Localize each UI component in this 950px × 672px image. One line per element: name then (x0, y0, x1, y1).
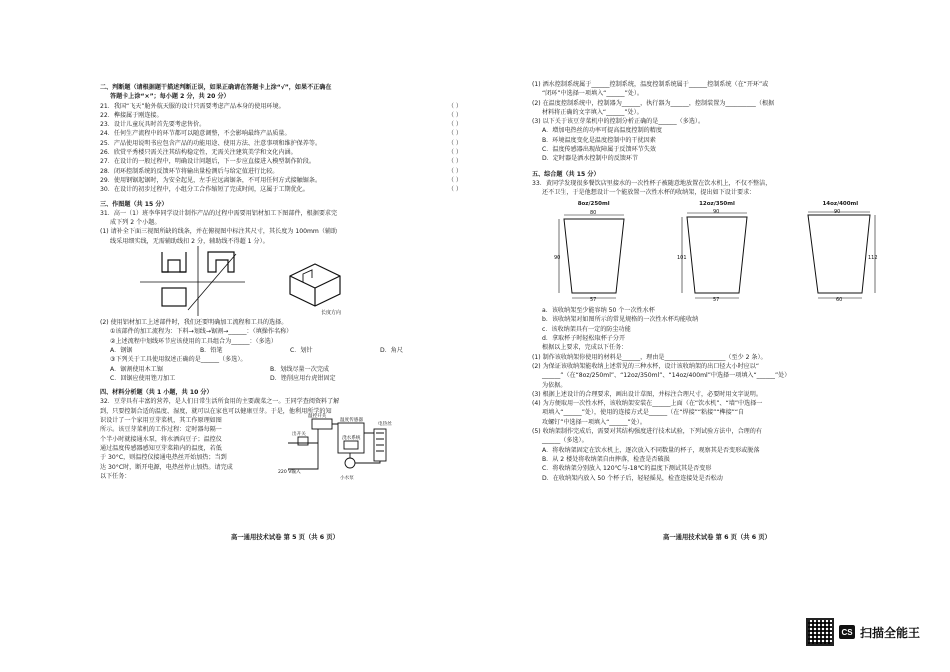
r-q3-opt-a: A．增加电热丝的功率可提高温度控制的精度 (542, 127, 662, 135)
q31-stem-cont: 成下列 2 个小题。 (110, 219, 161, 227)
task-2-cont2: 为依据。 (542, 381, 567, 389)
judge-item: 21．我国“飞天”舱外航天服的设计只需要考虑产品本身的使用环境。 （ ） (100, 102, 462, 110)
svg-text:57: 57 (589, 296, 597, 301)
section-4-title: 四、材料分析题（共 1 小题，共 10 分） (100, 389, 213, 397)
length-direction-label: 长度方向 (321, 310, 342, 317)
left-page (100, 80, 470, 481)
judge-item: 28．闭环控制系统的反馈环节将输出量检测后与给定值进行比较。 （ ） (100, 167, 462, 175)
section-2-title: 二、判断题（请根据题干描述判断正误，如果正确请在答题卡上涂“√”，如果不正确在 (100, 84, 332, 91)
svg-text:出开关: 出开关 (292, 432, 306, 438)
req-a: a．该收纳架至少能容纳 50 个一次性水杯 (542, 307, 655, 315)
section-3-title: 三、作图题（共 15 分） (100, 200, 168, 208)
r-q1: (1) 洒水控制系统属于______控制系统，温度控制系统属于______控制系统（在“开环”或 (532, 81, 769, 88)
req-d: d．拿取杯子时轻松取杯子分开 (542, 335, 626, 343)
task-5-cont: ______（多选）。 (542, 437, 588, 445)
task-3: (3) 根据上述设计的合理要求，画出设计草图，并标注合理尺寸，必要时用文字说明。 (532, 390, 762, 398)
r-q3-opt-c: C．温度传感器出现故障属于反馈环节失效 (542, 146, 656, 154)
svg-text:112: 112 (868, 254, 878, 261)
judge-item: 30．在设计的初步过程中，小组分工合作缩短了完成时间，这属于工期优化。 （ ） (100, 186, 462, 194)
judge-item: 23．设计儿童玩具时首先要考虑售价。 （ ） (100, 121, 462, 129)
svg-text:温度传感器: 温度传感器 (340, 418, 363, 424)
r-q1-cont: “闭环”中选择一项填入“______”处）。 (542, 90, 643, 98)
svg-text:电热丝: 电热丝 (378, 422, 392, 428)
svg-text:101: 101 (676, 254, 687, 261)
cs-logo-icon: CS (839, 625, 855, 639)
svg-text:60: 60 (836, 296, 843, 301)
r-q2-cont: 材料将正确的文字填入“______”处）。 (542, 108, 643, 116)
svg-text:57: 57 (712, 296, 720, 301)
task-1: (1) 制作该收纳架你使用的材料是______，理由是____________________（至少 2 条）。 (532, 353, 767, 361)
q31-2-options-3: C．回锯应使用锉刀加工 D．锉削应用台虎钳固定 (110, 374, 336, 382)
cup-12oz: 12oz/350ml 90 101 57 (677, 200, 757, 305)
svg-text:浇水系统: 浇水系统 (342, 436, 361, 442)
r-q2: (2) 在温度控制系统中，控制器为______，执行器为______，控制装置为__________（根据 (532, 99, 775, 107)
q33-stem-cont: 还不卫生，于是他想设计一个能放置一次性水杯的收纳架，提出如下设计要求： (542, 189, 756, 197)
scanner-brand: 扫描全能王 (860, 625, 921, 640)
scanner-watermark (806, 618, 920, 646)
task-5-opt-c: C．将收纳架分别放入 120℃与-18℃的温度下测试其是否变形 (542, 465, 712, 473)
front-view (162, 252, 186, 272)
cup-figures (532, 200, 902, 305)
left-footer: 高一通用技术试卷 第 5 页（共 6 页） (231, 534, 339, 541)
r-q3-opt-d: D．定时器是洒水控制中的反馈环节 (542, 155, 639, 163)
right-footer: 高一通用技术试卷 第 6 页（共 6 页） (663, 534, 771, 541)
task-5-opt-b: B．从 2 楼处将收纳架自由摔落，检查是否破损 (542, 455, 670, 463)
pump (345, 458, 355, 468)
judge-list (100, 102, 470, 195)
judge-item: 27．在设计的一般过程中，明确设计问题后，下一步应直接进入模型制作阶段。 （ ） (100, 158, 462, 166)
cup-8oz: 8oz/250ml 80 90 57 (554, 200, 634, 305)
svg-text:220 V输入: 220 V输入 (278, 470, 301, 476)
judge-item: 22．榫接属于刚连接。 （ ） (100, 111, 462, 119)
right-page (532, 80, 902, 483)
r-q3-opt-b: B．环境温度变化是温度控制中的干扰因素 (542, 136, 656, 144)
judge-item: 29．使用钢锯起锯时，为安全起见，左手应远离锯条，不可用任何方式接触锯条。 （ ） (100, 176, 462, 184)
r-q3: (3) 以下关于该豆芽菜机中的控制分析正确的是______（多选）。 (532, 118, 705, 126)
q31-2-iii: ③下列关于工具使用叙述正确的是______（多选）。 (110, 356, 247, 364)
task-2-cont: ______”（在“8oz/250ml”、“12oz/350ml”、“14oz/400ml”中选择一项填入“______”处） (542, 372, 791, 380)
section-5-title: 五、综合题（共 15 分） (532, 170, 600, 178)
q31-2-options-2: A．锯割使用木工锯 B．划线尽量一次完成 (110, 365, 330, 373)
q32-block: 32．豆芽具有丰富的营养，是人们日常生活所食用的主要蔬菜之一。王同学查阅资料了解 到，只要控制合适的温度、湿度，就可以在家也可以健康豆芽。于是，他利用所学的知 识设计了一个家用豆芽菜机，其工作原理如图 所示。该豆芽菜机的工作过程：定时器每隔一 个半小时就接通水泵，将水洒向豆子；温控仪 通过温度传感器感知豆芽菜箱内的温度，若低 于 30°C，则温控仪接通电热丝开始加热；当到 达 30°C时，断开电源，电热丝停止加热。请完成 以下任务： 温控开关 温度传感器 电热丝 出开关 浇水系统 220 V输入 小水泵 (100, 397, 470, 481)
task-2: (2) 为保证该收纳架能收纳上述常见的三种水杯，设计该收纳架的出口径大小时应以“ (532, 362, 760, 370)
req-c: c．该收纳架具有一定的防尘功能 (542, 325, 631, 333)
q33-stem: 33．黄同学发现很多餐饮店里接水的一次性杯子被随意地放置在饮水机上，不仅不整洁， (532, 179, 772, 187)
svg-text:90: 90 (553, 254, 561, 261)
bean-sprout-machine-diagram (278, 413, 403, 485)
svg-text:90: 90 (834, 208, 841, 215)
svg-text:小水泵: 小水泵 (340, 476, 354, 482)
cup-14oz: 14oz/400ml 90 112 60 (800, 200, 880, 305)
task-5: (5) 收纳架制作完成后，需要对其结构强度进行技术试验，下列试验方法中，合理的有 (532, 428, 762, 436)
top-view (162, 288, 186, 306)
q31-2: (2) 使用铝材加工上述部件时，我们还要明确加工流程和工具的选择。 (100, 319, 288, 327)
svg-text:90: 90 (712, 208, 720, 215)
task-4-cont: 项填入“______”处），使用的连接方式是______（在“焊接”“粘接”“榫接”“自 (542, 409, 745, 417)
task-4-cont2: 攻螺钉”中选择一项填入“______”处）。 (542, 418, 646, 426)
judge-item: 24．任何生产流程中的环节都可以随意调整，不会影响最终产品质量。 （ ） (100, 130, 462, 138)
q31-stem: 31．高一（1）班李华同学设计制作产品的过程中需要用铝材加工下图部件，根据要求完 (100, 209, 338, 217)
qr-code-icon (806, 618, 834, 646)
judge-item: 26．欣赏平秀楼只需关注其结构稳定性，无需关注建筑美学和文化内涵。 （ ） (100, 149, 462, 157)
section-2-title-cont: 答题卡上涂“×”；每小题 2 分，共 20 分） (110, 93, 230, 101)
q31-2-ii: ②上述流程中划线环节应该使用的工具组合为______：（多选） (110, 337, 277, 345)
req-tail: 根据以上要求，完成以下任务： (542, 344, 628, 352)
q31-2-i: ①该部件的加工流程为：下料→划线→锯割→______：（填操作名称） (110, 328, 293, 336)
svg-text:80: 80 (589, 209, 597, 216)
temp-switch-box (312, 419, 332, 429)
task-4: (4) 为方便取用一次性水杯，该收纳架安装在______上面（在“饮水机”、“墙”中选择一 (532, 400, 763, 408)
judge-item: 25．产品使用说明书应包含产品的功能用途、使用方法、注意事项和维护保养等。 （ ） (100, 139, 462, 147)
svg-text:温控开关: 温控开关 (308, 414, 327, 420)
q31-1: (1) 请补全下面三视图所缺的线条，并在俯视图中标注其尺寸，其长度为 100mm（辅助 (100, 228, 338, 236)
task-5-opt-a: A．将收纳架固定在饮水机上，逐次放入不同数量的杯子，观察其是否变形或脱落 (542, 446, 760, 454)
task-5-opt-d: D．在收纳架内放入 50 个杯子后，轻轻摇晃，检查连接处是否松动 (542, 474, 723, 482)
q31-2-options: A．钢锯 B．铅笔 C．划针 D．角尺 (110, 346, 403, 354)
side-view (208, 252, 234, 272)
three-view-drawing (100, 246, 470, 318)
req-b: b．该收纳架对如图所示的常见规格的一次性水杯均能收纳 (542, 316, 699, 324)
q31-1-cont: 线采用细实线，无需辅助线扣 2 分，辅助线不得超 1 分）。 (110, 237, 269, 245)
